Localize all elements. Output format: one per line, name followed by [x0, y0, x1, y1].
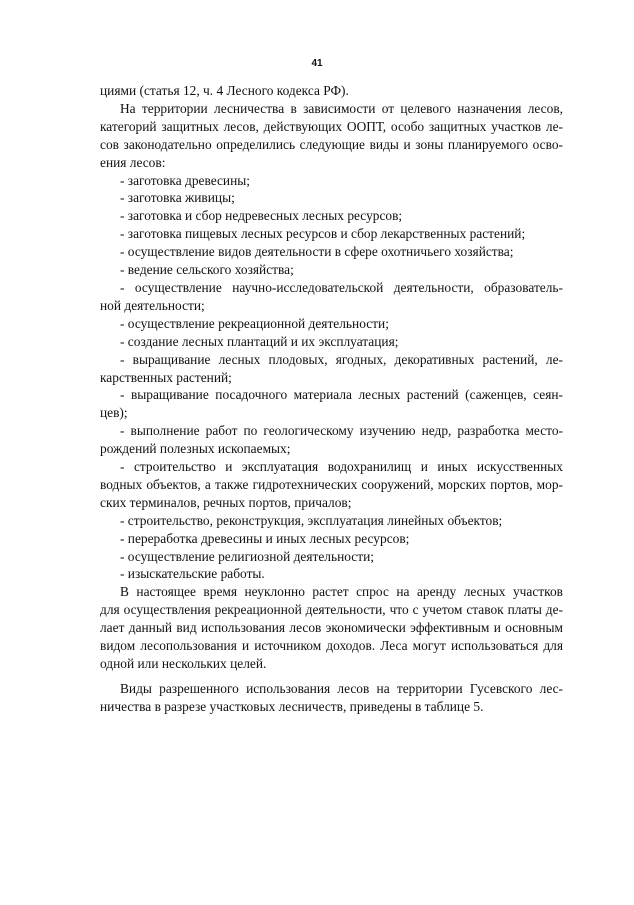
text-line: ничества в разрезе участковых лесничеств, приведены в таблице 5.	[100, 698, 484, 714]
text-line: сов законодательно определились следующие виды и зоны планируемого осво-	[100, 136, 563, 152]
text-line: водных объектов, а также гидротехнических сооружений, морских портов, мор-	[100, 476, 563, 492]
text-line: цев);	[100, 405, 128, 421]
text-line: - осуществление научно-исследовательской деятельности, образователь-	[120, 279, 563, 295]
text-line: - строительство и эксплуатация водохранилищ и иных искусственных	[120, 459, 563, 475]
text-line: - заготовка пищевых лесных ресурсов и сбор лекарственных растений;	[120, 226, 526, 242]
page-number: 41	[311, 58, 323, 69]
text-line: рождений полезных ископаемых;	[100, 441, 291, 457]
text-line	[100, 673, 563, 680]
text-line: - переработка древесины и иных лесных ресурсов;	[120, 530, 410, 546]
text-line: ения лесов:	[100, 154, 166, 170]
text-line: циями (статья 12, ч. 4 Лесного кодекса РФ).	[100, 83, 349, 98]
document-body	[100, 82, 563, 716]
text-line: лает данный вид использования лесов экономически эффективным и основным	[100, 620, 563, 636]
text-line: - заготовка и сбор недревесных лесных ресурсов;	[120, 208, 403, 224]
text-line: - создание лесных плантаций и их эксплуатация;	[120, 333, 399, 349]
text-line: карственных растений;	[100, 369, 232, 385]
text-line: - осуществление религиозной деятельности;	[120, 548, 374, 564]
text-line: - заготовка живицы;	[120, 190, 235, 206]
text-line: - строительство, реконструкция, эксплуатация линейных объектов;	[120, 512, 503, 528]
text-line: - осуществление видов деятельности в сфере охотничьего хозяйства;	[120, 244, 514, 260]
text-line: В настоящее время неуклонно растет спрос на аренду лесных участков	[120, 584, 563, 600]
text-line: - выращивание лесных плодовых, ягодных, декоративных растений, ле-	[120, 351, 563, 367]
text-line: - осуществление рекреационной деятельности;	[120, 315, 389, 331]
text-line: видом лесопользования и источником доходов. Леса могут использоваться для	[100, 638, 563, 654]
text-line: - выполнение работ по геологическому изучению недр, разработка место-	[120, 423, 563, 439]
text-line: категорий защитных лесов, действующих ООПТ, особо защитных участков ле-	[100, 118, 563, 134]
text-line: - выращивание посадочного материала лесных растений (саженцев, сеян-	[120, 387, 563, 403]
text-line: - заготовка древесины;	[120, 172, 250, 188]
text-line: На территории лесничества в зависимости от целевого назначения лесов,	[120, 100, 563, 116]
text-line: - изыскательские работы.	[120, 566, 265, 582]
text-line: ских терминалов, речных портов, причалов;	[100, 494, 352, 510]
text-line: одной или нескольких целей.	[100, 656, 267, 671]
text-line: - ведение сельского хозяйства;	[120, 262, 294, 278]
text-line: для осуществления рекреационной деятельности, что с учетом ставок платы де-	[100, 602, 563, 618]
text-line: ной деятельности;	[100, 297, 205, 313]
text-line: Виды разрешенного использования лесов на территории Гусевского лес-	[120, 680, 563, 696]
